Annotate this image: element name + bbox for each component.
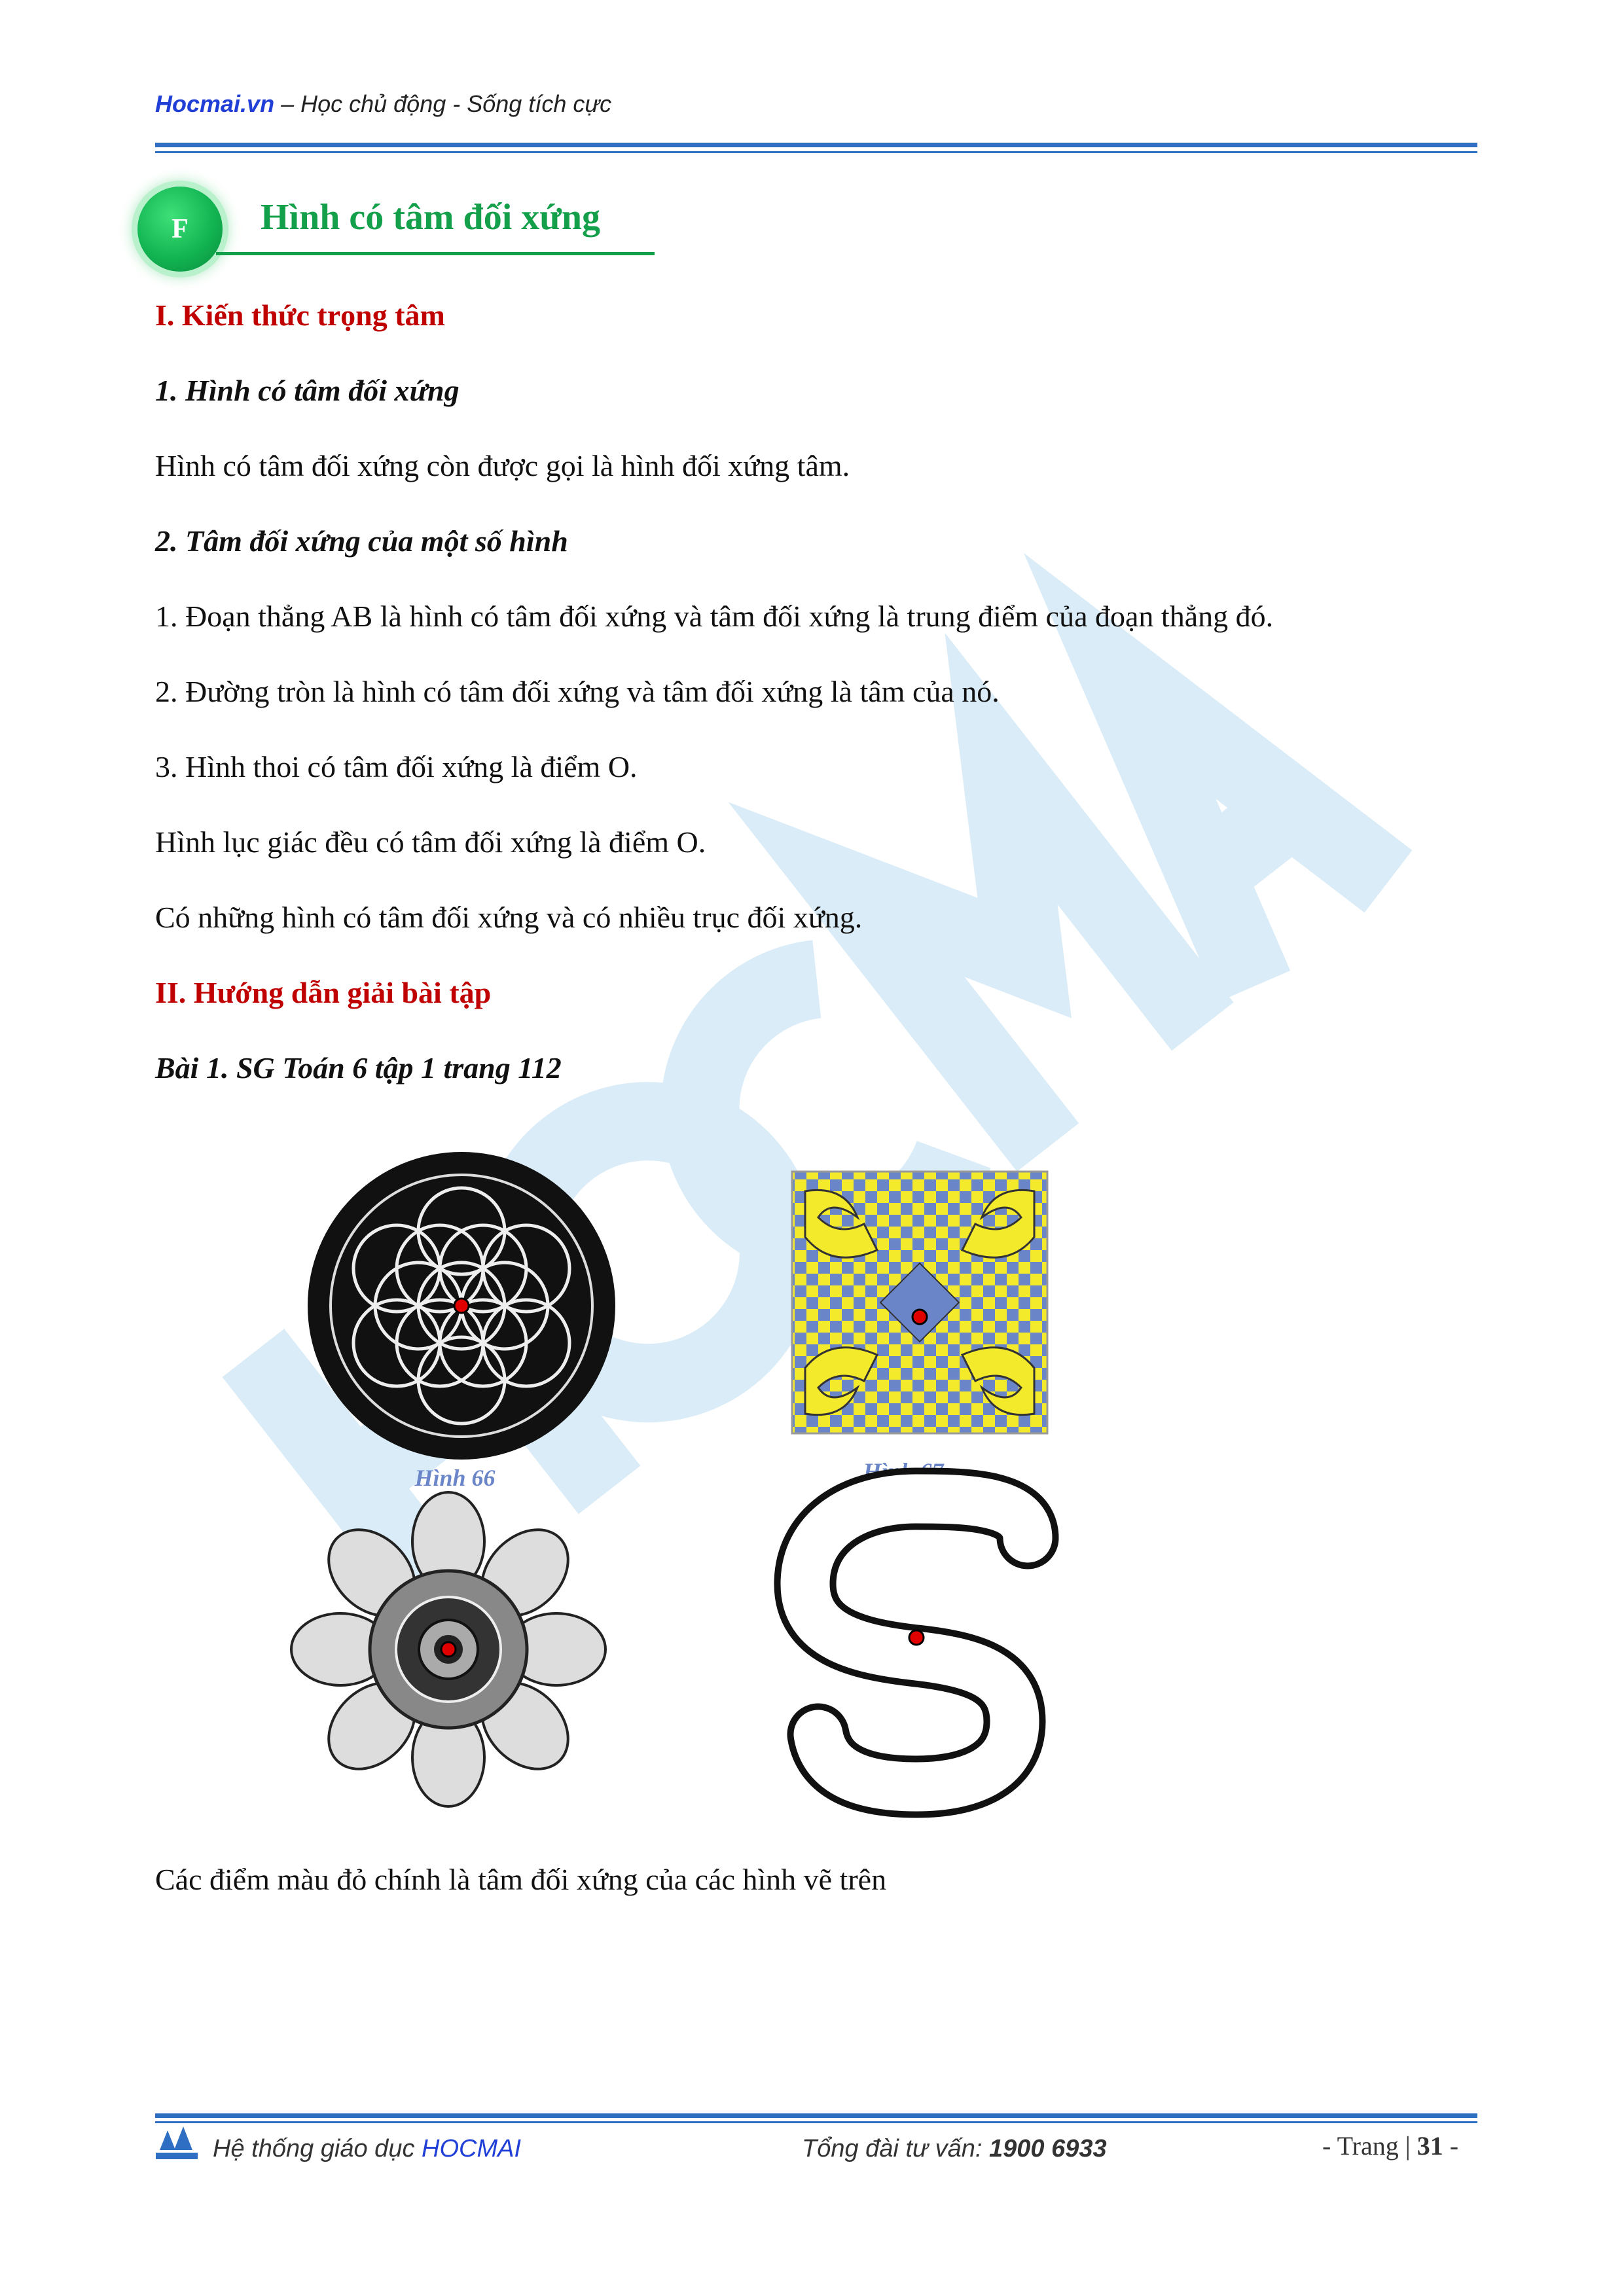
page-number: [1322, 2130, 1458, 2161]
footer-system: [213, 2135, 521, 2163]
conclusion-text: Các điểm màu đỏ chính là tâm đối xứng của các hình vẽ trên: [155, 1863, 887, 1896]
section-title-underline: [216, 252, 655, 255]
symmetry-figure: [288, 1132, 1106, 1820]
center-dot: [454, 1299, 469, 1313]
footer-system-brand: HOCMAI: [422, 2135, 522, 2162]
center-dot: [441, 1642, 456, 1657]
list-item: 3. Hình thoi có tâm đối xứng là điểm O.: [155, 750, 638, 783]
footer-system-label: Hệ thống giáo dục: [213, 2135, 422, 2162]
part1-subheading-2: 2. Tâm đối xứng của một số hình: [155, 524, 568, 558]
footer-hotline-label: Tổng đài tư vấn:: [802, 2135, 990, 2162]
list-item: Có những hình có tâm đối xứng và có nhiều trục đối xứng.: [155, 901, 863, 934]
list-item: 2. Đường tròn là hình có tâm đối xứng và tâm đối xứng là tâm của nó.: [155, 675, 1000, 708]
header-brand-link[interactable]: Hocmai.vn: [155, 90, 275, 117]
page-prefix: - Trang |: [1322, 2131, 1417, 2161]
header-brand: [155, 90, 611, 118]
center-dot: [909, 1630, 924, 1645]
figure-caption-67: Hình 67: [863, 1458, 944, 1484]
page-suffix: -: [1443, 2131, 1459, 2161]
page-number-value: 31: [1416, 2131, 1443, 2161]
header-slogan: – Học chủ động - Sống tích cực: [274, 90, 612, 117]
list-item: Hình lục giác đều có tâm đối xứng là điểm O.: [155, 825, 706, 859]
part2-heading: II. Hướng dẫn giải bài tập: [155, 976, 492, 1009]
checker-tile-image: [792, 1172, 1047, 1433]
center-dot: [912, 1310, 927, 1324]
list-item: 1. Đoạn thẳng AB là hình có tâm đối xứng và tâm đối xứng là trung điểm của đoạn thẳng đó.: [155, 600, 1274, 633]
footer-rule: [155, 2113, 1477, 2118]
section-badge: F: [137, 187, 223, 272]
footer-hotline-number[interactable]: 1900 6933: [989, 2135, 1107, 2162]
figure-caption-66: Hình 66: [414, 1465, 496, 1491]
hocmai-logo-icon: [154, 2124, 199, 2164]
part1-heading: I. Kiến thức trọng tâm: [155, 298, 445, 332]
footer-rule-thin: [155, 2121, 1477, 2123]
exercise-title: Bài 1. SG Toán 6 tập 1 trang 112: [155, 1051, 562, 1085]
paragraph: Hình có tâm đối xứng còn được gọi là hình đối xứng tâm.: [155, 449, 850, 482]
header-rule-thin: [155, 151, 1477, 153]
part1-subheading-1: 1. Hình có tâm đối xứng: [155, 374, 460, 407]
footer-hotline: [802, 2135, 1107, 2163]
header-rule: [155, 143, 1477, 147]
section-title: Hình có tâm đối xứng: [261, 197, 601, 238]
